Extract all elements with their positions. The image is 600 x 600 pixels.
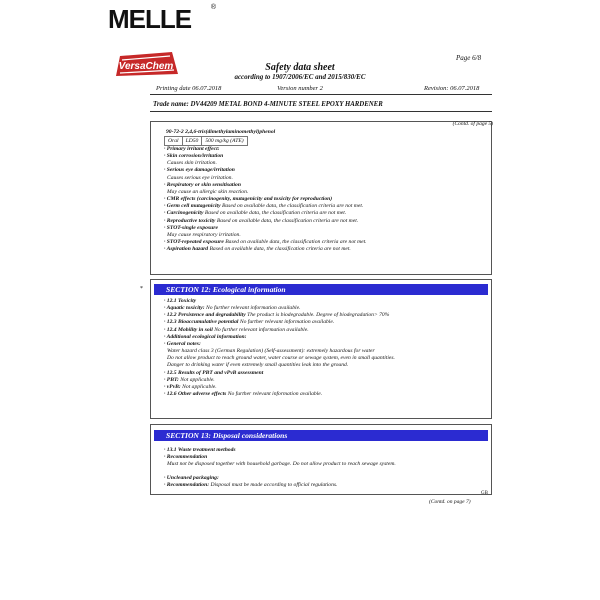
line-text: May cause respiratory irritation. <box>167 231 241 238</box>
line-label: · 12.3 Bioaccumulative potential <box>164 319 239 326</box>
route-cell: Oral <box>165 137 183 146</box>
text-line <box>164 447 396 454</box>
line-label: · Serious eye damage/irritation <box>164 167 235 174</box>
text-line <box>164 327 395 334</box>
language-mark: GB <box>481 491 488 496</box>
line-label: · Aquatic toxicity: <box>164 305 205 312</box>
line-label: · Additional ecological information: <box>164 333 247 340</box>
substance-name: 90-72-2 2,4,6-tris(dimethylaminomethyl)phenol <box>166 129 276 135</box>
melle-wordmark: MELLE <box>108 4 192 34</box>
text-line <box>164 232 367 239</box>
line-text: Based on available data, the classification criteria are not met. <box>223 239 367 246</box>
line-text: Causes skin irritation. <box>167 160 217 167</box>
section-12-heading: SECTION 12: Ecological information <box>154 284 488 295</box>
text-line <box>164 362 395 369</box>
trade-name: Trade name: DV44209 METAL BOND 4-MINUTE STEEL EPOXY HARDENER <box>153 101 383 108</box>
line-text: No further relevant information available. <box>226 391 323 398</box>
line-label: · Skin corrosion/irritation <box>164 153 224 160</box>
line-label: · 12.4 Mobility in soil <box>164 326 213 333</box>
section-12-lines <box>164 298 395 398</box>
revision-marker: * <box>140 286 143 292</box>
line-label: · PBT: <box>164 376 179 383</box>
line-text: Disposal must be made according to official regulations. <box>209 482 338 489</box>
version-number: Version number 2 <box>277 85 323 92</box>
line-label: · Uncleaned packaging: <box>164 475 219 481</box>
section-11-lines <box>164 146 367 253</box>
toxicity-table <box>164 136 248 146</box>
text-line <box>164 334 395 341</box>
line-label: · General notes: <box>164 340 201 347</box>
line-label: · 12.1 Toxicity <box>164 298 197 304</box>
line-label: · 12.5 Results of PBT and vPvB assessment <box>164 369 264 376</box>
text-line <box>164 319 395 326</box>
text-line <box>164 377 395 384</box>
line-label: · CMR effects (carcinogenity, mutagenicity and toxicity for reproduction) <box>164 196 333 203</box>
line-label: · STOT-repeated exposure <box>164 239 224 246</box>
line-text: Based on available data, the classification criteria are not met. <box>208 246 351 253</box>
line-text: May cause an allergic skin reaction. <box>167 188 249 195</box>
text-line <box>164 454 396 461</box>
text-line <box>164 160 367 167</box>
text-line <box>164 167 367 174</box>
line-text: Not applicable. <box>180 383 217 390</box>
line-text: Causes serious eye irritation. <box>167 174 233 181</box>
line-text: Based on available data, the classification criteria are not met. <box>220 203 364 210</box>
section-13-lines <box>164 447 396 468</box>
line-text: No further relevant information available. <box>204 305 301 312</box>
text-line <box>164 225 367 232</box>
line-text: Water hazard class 3 (German Regulation) (Self-assessment): extremely hazardous for water <box>167 348 375 355</box>
text-line <box>164 384 395 391</box>
line-label: · Primary irritant effect: <box>164 146 220 152</box>
line-text: Danger to drinking water if even extremely small quantities leak into the ground. <box>167 362 349 369</box>
document-subtitle: according to 1907/2006/EC and 2015/830/EC <box>234 73 366 81</box>
table-row <box>165 137 248 146</box>
line-label: · Reproductive toxicity <box>164 217 216 224</box>
line-text: Must not be disposed together with household garbage. Do not allow product to reach sewage system. <box>167 461 396 468</box>
section-13-lines-packaging <box>164 475 337 489</box>
line-label: · vPvB: <box>164 383 181 390</box>
text-line <box>164 391 395 398</box>
text-line <box>164 246 367 253</box>
line-text: Based on available data, the classification criteria are not met. <box>203 210 347 217</box>
page-number: Page 6/8 <box>456 54 482 62</box>
registered-mark: ® <box>210 4 216 11</box>
continued-from-label: (Contd. of page 5) <box>452 121 493 127</box>
text-line <box>164 153 367 160</box>
text-line <box>164 370 395 377</box>
printing-date: Printing date 06.07.2018 <box>156 85 222 92</box>
line-label: · 12.2 Persistence and degradability <box>164 312 246 319</box>
type-cell: LD50 <box>182 137 202 146</box>
text-line <box>164 218 367 225</box>
line-text: Do not allow product to reach ground water, water course or sewage system, even in small quantities. <box>167 355 395 362</box>
revision-date: Revision: 06.07.2018 <box>424 85 480 92</box>
versachem-wordmark: VersaChem <box>118 61 174 72</box>
section-13-heading: SECTION 13: Disposal considerations <box>154 430 488 441</box>
text-line <box>164 182 367 189</box>
header-divider <box>150 94 492 95</box>
continued-on-label: (Contd. on page 7) <box>429 499 471 505</box>
line-label: · Carcinogenicity <box>164 210 204 217</box>
text-line <box>164 348 395 355</box>
line-text: No further relevant information available. <box>238 319 335 326</box>
text-line <box>164 175 367 182</box>
line-label: · 12.6 Other adverse effects <box>164 391 227 398</box>
line-label: · Aspiration hazard <box>164 246 209 253</box>
line-text: The product is biodegradable. Degree of biodegradation> 70% <box>245 312 390 319</box>
line-text: Based on available data, the classification criteria are not met. <box>215 217 359 224</box>
text-line <box>164 146 367 153</box>
line-label: · Germ cell mutagenicity <box>164 203 221 210</box>
line-text: No further relevant information available. <box>212 326 309 333</box>
line-label: · Respiratory or skin sensitisation <box>164 181 241 188</box>
text-line <box>164 210 367 217</box>
line-label: · Recommendation: <box>164 482 210 489</box>
melle-logo <box>108 4 216 34</box>
value-cell: 500 mg/kg (ATE) <box>202 137 247 146</box>
line-label: · STOT-single exposure <box>164 224 218 231</box>
line-label: · Recommendation <box>164 454 208 461</box>
trade-divider <box>150 111 492 112</box>
text-line <box>164 482 337 489</box>
line-text: Not applicable. <box>178 376 215 383</box>
line-label: · 13.1 Waste treatment methods <box>164 447 236 453</box>
text-line <box>164 461 396 468</box>
document-title: Safety data sheet <box>265 62 335 73</box>
